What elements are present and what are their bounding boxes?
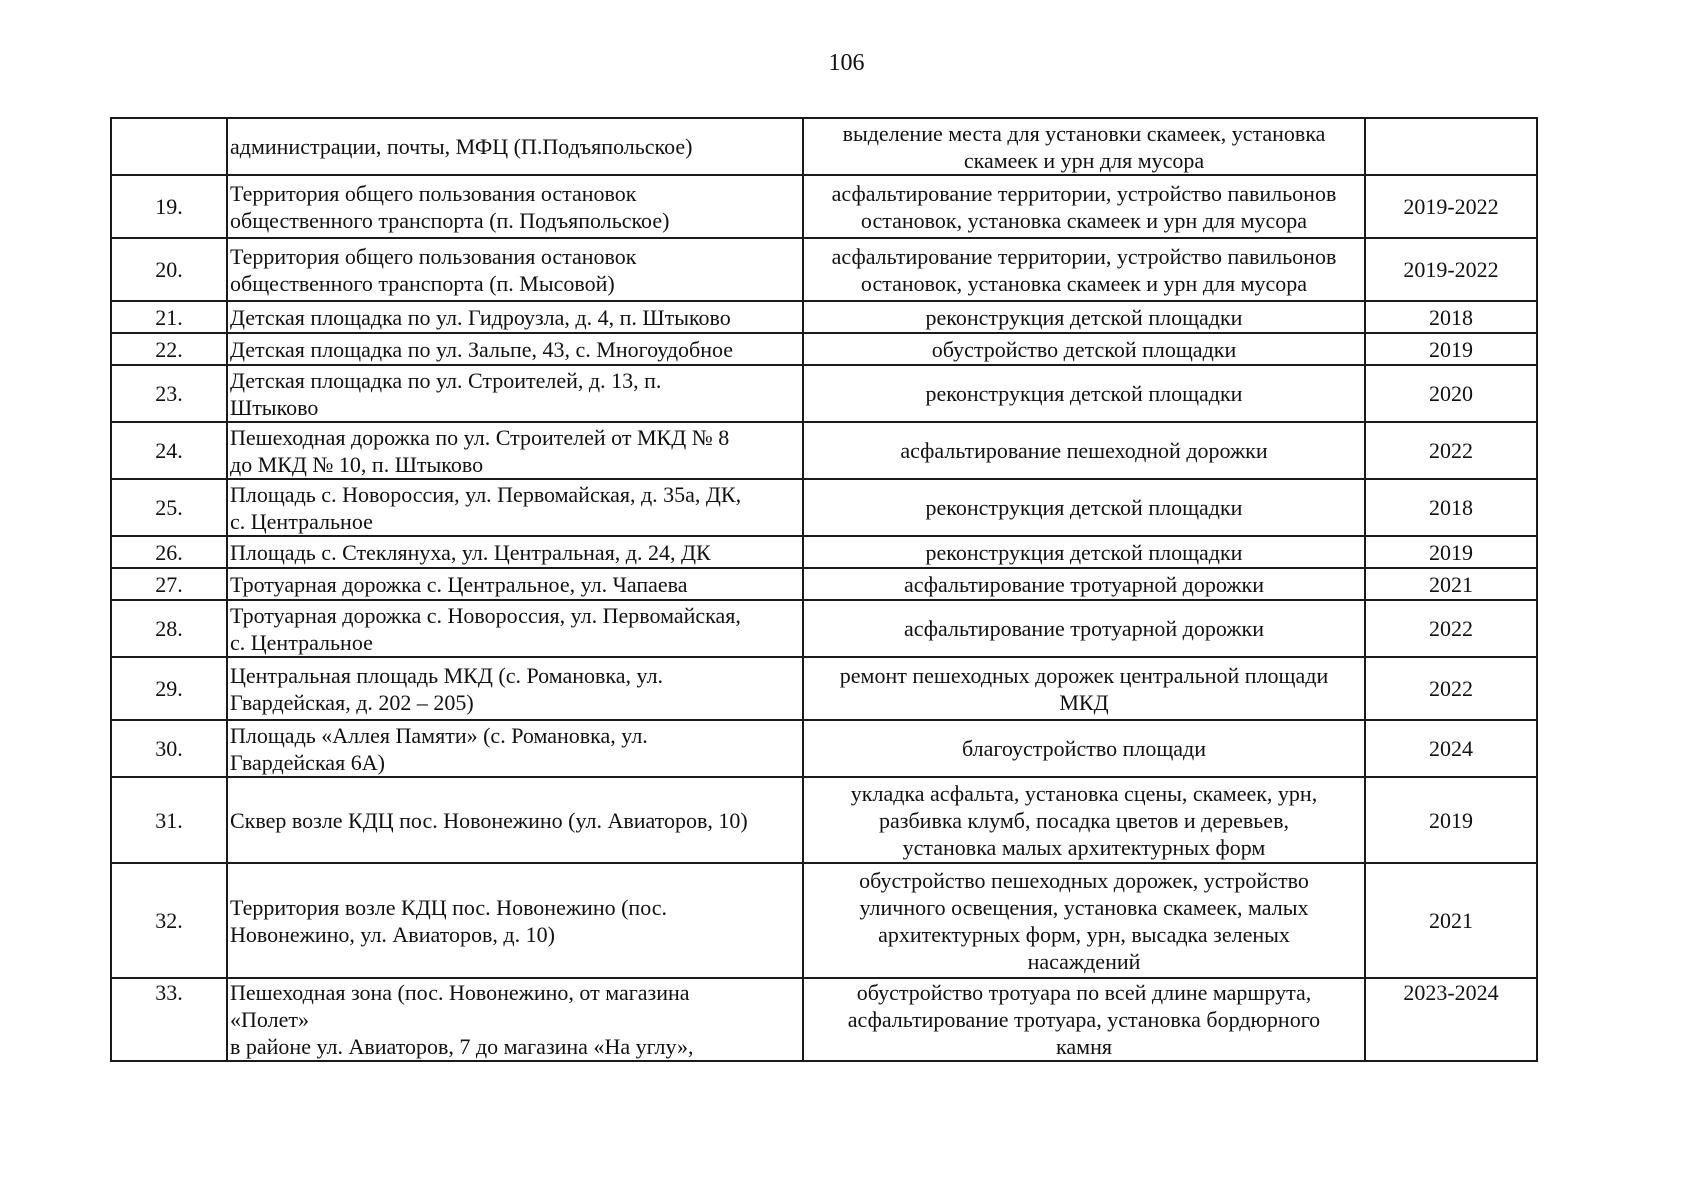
year-cell: 2022 bbox=[1365, 657, 1537, 720]
year-cell: 2019 bbox=[1365, 333, 1537, 365]
row-number-cell: 30. bbox=[111, 720, 227, 777]
work-type-cell: реконструкция детской площадки bbox=[803, 365, 1365, 422]
year-cell: 2019 bbox=[1365, 536, 1537, 568]
object-name-cell: Тротуарная дорожка с. Центральное, ул. Чапаева bbox=[227, 568, 803, 600]
row-number-cell: 33. bbox=[111, 978, 227, 1061]
row-number-cell bbox=[111, 118, 227, 175]
table-row bbox=[111, 238, 1537, 301]
object-name-cell: Детская площадка по ул. Гидроузла, д. 4, п. Штыково bbox=[227, 301, 803, 333]
table-row bbox=[111, 479, 1537, 536]
page-number: 106 bbox=[828, 50, 865, 76]
year-cell: 2018 bbox=[1365, 301, 1537, 333]
year-cell: 2022 bbox=[1365, 422, 1537, 479]
work-type-cell: выделение места для установки скамеек, установка скамеек и урн для мусора bbox=[803, 118, 1365, 175]
object-name-cell: Центральная площадь МКД (с. Романовка, ул. Гвардейская, д. 202 – 205) bbox=[227, 657, 803, 720]
row-number-cell: 21. bbox=[111, 301, 227, 333]
work-type-cell: асфальтирование тротуарной дорожки bbox=[803, 568, 1365, 600]
work-type-cell: реконструкция детской площадки bbox=[803, 536, 1365, 568]
table-row bbox=[111, 657, 1537, 720]
table-row bbox=[111, 568, 1537, 600]
year-cell: 2019 bbox=[1365, 777, 1537, 863]
object-name-cell: Территория возле КДЦ пос. Новонежино (пос. Новонежино, ул. Авиаторов, д. 10) bbox=[227, 863, 803, 978]
work-type-cell: асфальтирование территории, устройство павильонов остановок, установка скамеек и урн для мусора bbox=[803, 238, 1365, 301]
row-number-cell: 26. bbox=[111, 536, 227, 568]
table-row bbox=[111, 118, 1537, 175]
table-row bbox=[111, 301, 1537, 333]
work-type-cell: реконструкция детской площадки bbox=[803, 301, 1365, 333]
year-cell: 2022 bbox=[1365, 600, 1537, 657]
row-number-cell: 29. bbox=[111, 657, 227, 720]
work-type-cell: обустройство тротуара по всей длине маршрута, асфальтирование тротуара, установка бордюрного камня bbox=[803, 978, 1365, 1061]
object-name-cell: Сквер возле КДЦ пос. Новонежино (ул. Авиаторов, 10) bbox=[227, 777, 803, 863]
work-type-cell: ремонт пешеходных дорожек центральной площади МКД bbox=[803, 657, 1365, 720]
row-number-cell: 19. bbox=[111, 175, 227, 238]
year-cell: 2019-2022 bbox=[1365, 175, 1537, 238]
work-type-cell: обустройство детской площадки bbox=[803, 333, 1365, 365]
work-type-cell: благоустройство площади bbox=[803, 720, 1365, 777]
year-cell: 2018 bbox=[1365, 479, 1537, 536]
year-cell bbox=[1365, 118, 1537, 175]
table-row bbox=[111, 863, 1537, 978]
work-type-cell: асфальтирование территории, устройство павильонов остановок, установка скамеек и урн для мусора bbox=[803, 175, 1365, 238]
object-name-cell: Площадь «Аллея Памяти» (с. Романовка, ул. Гвардейская 6А) bbox=[227, 720, 803, 777]
table-row bbox=[111, 536, 1537, 568]
table-row bbox=[111, 175, 1537, 238]
year-cell: 2020 bbox=[1365, 365, 1537, 422]
row-number-cell: 20. bbox=[111, 238, 227, 301]
table-row bbox=[111, 720, 1537, 777]
object-name-cell: Тротуарная дорожка с. Новороссия, ул. Первомайская, с. Центральное bbox=[227, 600, 803, 657]
row-number-cell: 22. bbox=[111, 333, 227, 365]
work-type-cell: укладка асфальта, установка сцены, скамеек, урн, разбивка клумб, посадка цветов и деревьев, установка малых архитектурных форм bbox=[803, 777, 1365, 863]
year-cell: 2019-2022 bbox=[1365, 238, 1537, 301]
table-row bbox=[111, 333, 1537, 365]
work-type-cell: реконструкция детской площадки bbox=[803, 479, 1365, 536]
work-type-cell: обустройство пешеходных дорожек, устройство уличного освещения, установка скамеек, малых архитектурных форм, урн, высадка зеленых насаждений bbox=[803, 863, 1365, 978]
object-name-cell: Пешеходная зона (пос. Новонежино, от магазина «Полет» в районе ул. Авиаторов, 7 до магазина «На углу», bbox=[227, 978, 803, 1061]
improvement-table bbox=[110, 117, 1538, 1062]
table-row bbox=[111, 777, 1537, 863]
table-body bbox=[111, 118, 1537, 1061]
row-number-cell: 27. bbox=[111, 568, 227, 600]
table-row bbox=[111, 422, 1537, 479]
object-name-cell: Детская площадка по ул. Строителей, д. 13, п. Штыково bbox=[227, 365, 803, 422]
year-cell: 2024 bbox=[1365, 720, 1537, 777]
year-cell: 2023-2024 bbox=[1365, 978, 1537, 1061]
object-name-cell: Площадь с. Новороссия, ул. Первомайская, д. 35а, ДК, с. Центральное bbox=[227, 479, 803, 536]
work-type-cell: асфальтирование пешеходной дорожки bbox=[803, 422, 1365, 479]
row-number-cell: 24. bbox=[111, 422, 227, 479]
object-name-cell: администрации, почты, МФЦ (П.Подъяпольское) bbox=[227, 118, 803, 175]
object-name-cell: Пешеходная дорожка по ул. Строителей от МКД № 8 до МКД № 10, п. Штыково bbox=[227, 422, 803, 479]
object-name-cell: Детская площадка по ул. Зальпе, 43, с. Многоудобное bbox=[227, 333, 803, 365]
object-name-cell: Территория общего пользования остановок общественного транспорта (п. Мысовой) bbox=[227, 238, 803, 301]
table-row bbox=[111, 978, 1537, 1061]
table-row bbox=[111, 600, 1537, 657]
object-name-cell: Территория общего пользования остановок общественного транспорта (п. Подъяпольское) bbox=[227, 175, 803, 238]
row-number-cell: 32. bbox=[111, 863, 227, 978]
row-number-cell: 25. bbox=[111, 479, 227, 536]
row-number-cell: 23. bbox=[111, 365, 227, 422]
year-cell: 2021 bbox=[1365, 568, 1537, 600]
table-row bbox=[111, 365, 1537, 422]
object-name-cell: Площадь с. Стеклянуха, ул. Центральная, д. 24, ДК bbox=[227, 536, 803, 568]
row-number-cell: 28. bbox=[111, 600, 227, 657]
work-type-cell: асфальтирование тротуарной дорожки bbox=[803, 600, 1365, 657]
year-cell: 2021 bbox=[1365, 863, 1537, 978]
row-number-cell: 31. bbox=[111, 777, 227, 863]
